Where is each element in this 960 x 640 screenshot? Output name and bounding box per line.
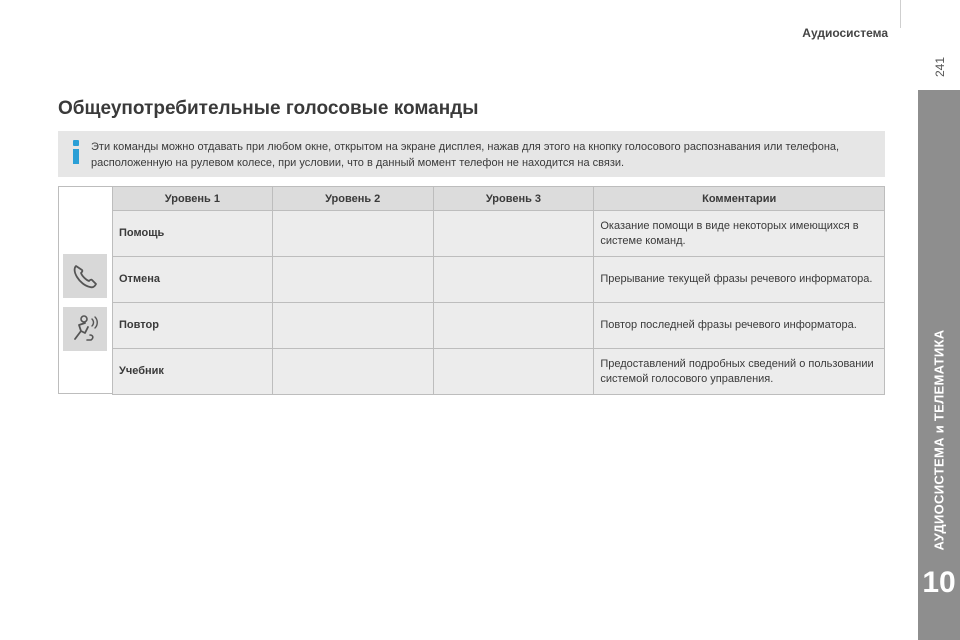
info-note bbox=[58, 131, 885, 177]
page-title: Общеупотребительные голосовые команды bbox=[58, 98, 479, 119]
header-level-3: Уровень 3 bbox=[433, 187, 594, 211]
page-number: 241 bbox=[933, 56, 947, 78]
header-divider bbox=[900, 0, 901, 28]
row-level-1: Отмена bbox=[113, 257, 273, 303]
table-row bbox=[113, 303, 885, 349]
phone-icon bbox=[63, 254, 107, 298]
command-icons-column bbox=[58, 186, 112, 394]
table-row bbox=[113, 211, 885, 257]
header-level-1: Уровень 1 bbox=[113, 187, 273, 211]
row-level-3 bbox=[433, 257, 594, 303]
info-icon bbox=[70, 140, 82, 166]
row-level-2 bbox=[272, 211, 433, 257]
row-level-3 bbox=[433, 349, 594, 395]
chapter-label: АУДИОСИСТЕМА и ТЕЛЕМАТИКА bbox=[931, 329, 947, 551]
table-row bbox=[113, 257, 885, 303]
row-comment: Прерывание текущей фразы речевого информатора. bbox=[594, 257, 885, 303]
row-level-3 bbox=[433, 303, 594, 349]
row-comment: Предоставлений подробных сведений о пользовании системой голосового управления. bbox=[594, 349, 885, 395]
header-comments: Комментарии bbox=[594, 187, 885, 211]
header-level-2: Уровень 2 bbox=[272, 187, 433, 211]
row-level-3 bbox=[433, 211, 594, 257]
row-comment: Оказание помощи в виде некоторых имеющихся в системе команд. bbox=[594, 211, 885, 257]
row-level-2 bbox=[272, 303, 433, 349]
row-level-1: Помощь bbox=[113, 211, 273, 257]
table-row bbox=[113, 349, 885, 395]
info-text: Эти команды можно отдавать при любом окне, открытом на экране дисплея, нажав для этого на кнопку голосового распознавания или телефона, расположенную на рулевом колесе, при условии, что в данный момент телефон не находится на связи. bbox=[91, 141, 840, 169]
voice-command-icon bbox=[63, 307, 107, 351]
section-title: Аудиосистема bbox=[802, 26, 888, 40]
row-level-2 bbox=[272, 349, 433, 395]
table-header-row bbox=[113, 187, 885, 211]
row-comment: Повтор последней фразы речевого информатора. bbox=[594, 303, 885, 349]
row-level-1: Повтор bbox=[113, 303, 273, 349]
chapter-number: 10 bbox=[922, 566, 956, 599]
row-level-1: Учебник bbox=[113, 349, 273, 395]
row-level-2 bbox=[272, 257, 433, 303]
voice-commands-table bbox=[112, 186, 885, 395]
